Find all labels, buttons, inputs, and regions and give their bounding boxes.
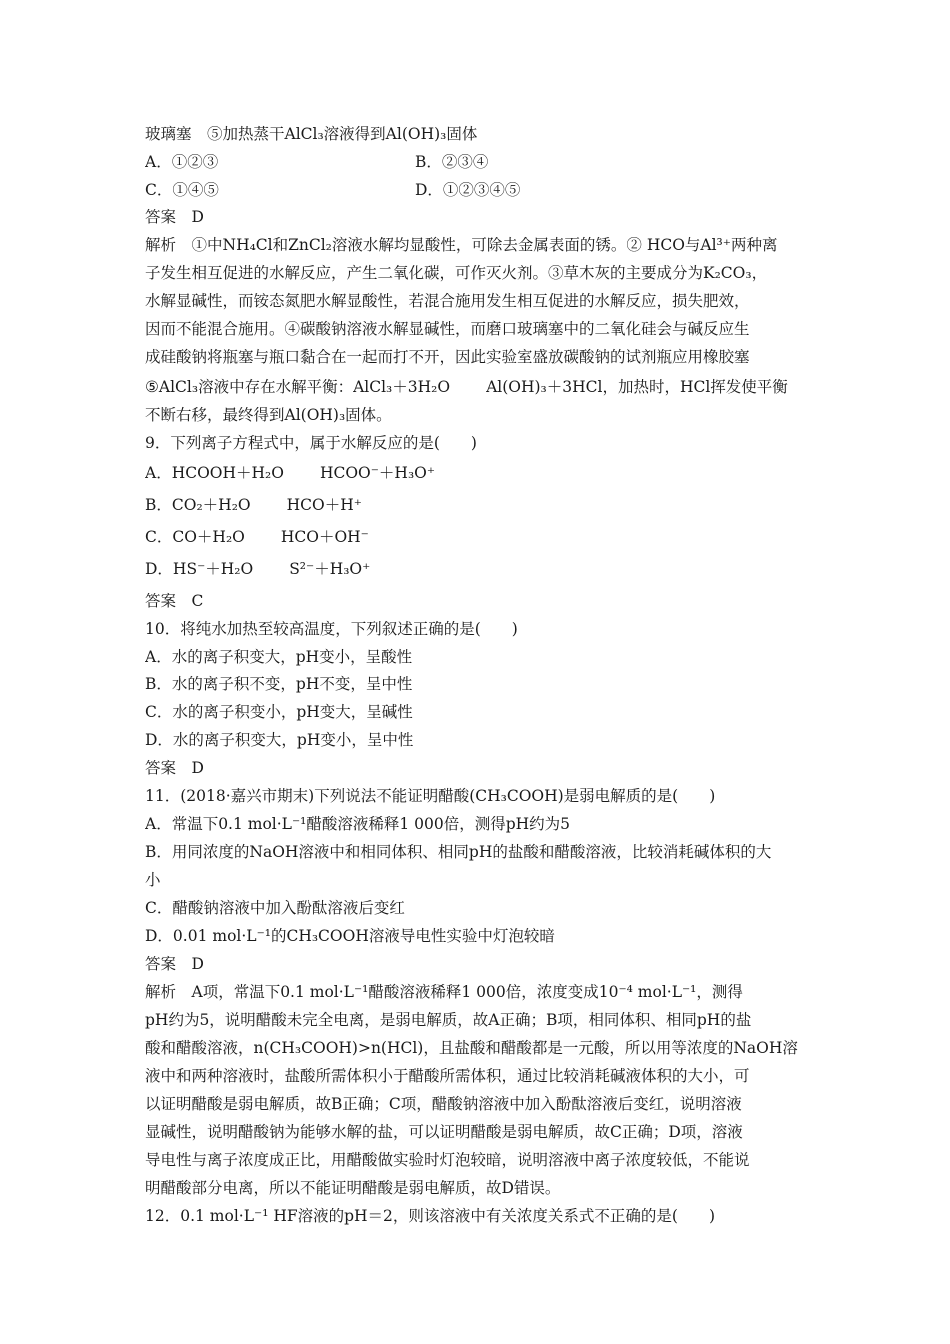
option-row — [145, 180, 815, 200]
explanation-line — [145, 377, 815, 397]
explanation-line: 导电性与离子浓度成正比，用醋酸做实验时灯泡较暗，说明溶液中离子浓度较低，不能说 — [145, 1151, 750, 1169]
answer-line: 答案 C — [145, 592, 204, 610]
explanation-line: 显碱性，说明醋酸钠为能够水解的盐，可以证明醋酸是弱电解质，故C正确；D项，溶液 — [145, 1123, 743, 1141]
explanation-line: 因而不能混合施用。④碳酸钠溶液水解显碱性，而磨口玻璃塞中的二氧化硅会与碱反应生 — [145, 320, 750, 338]
q10-option-b: B．水的离子积不变，pH不变，呈中性 — [145, 675, 413, 693]
option-row — [145, 152, 815, 172]
explanation-line: 水解显碱性，而铵态氮肥水解显酸性，若混合施用发生相互促进的水解反应，损失肥效， — [145, 292, 750, 310]
equation-left: A．HCOOH＋H₂O — [145, 464, 284, 482]
equation-right: Al(OH)₃＋3HCl，加热时，HCl挥发使平衡 — [486, 378, 788, 396]
explanation-line: pH约为5，说明醋酸未完全电离，是弱电解质，故A正确；B项，相同体积、相同pH的盐 — [145, 1011, 752, 1029]
equation-right: S²⁻＋H₃O⁺ — [289, 560, 371, 578]
q11-option-b-cont: 小 — [145, 871, 161, 889]
explanation-line: 解析 ①中NH₄Cl和ZnCl₂溶液水解均显酸性，可除去金属表面的锈。② HCO与Al³⁺两种离 — [145, 236, 778, 254]
option-c: C．①④⑤ — [145, 181, 219, 199]
equation-left: D．HS⁻＋H₂O — [145, 560, 254, 578]
equation-left: ⑤AlCl₃溶液中存在水解平衡：AlCl₃＋3H₂O — [145, 378, 451, 396]
explanation-line: 不断右移，最终得到Al(OH)₃固体。 — [145, 406, 392, 424]
option-d: D．①②③④⑤ — [415, 181, 521, 199]
equation-left: C．CO＋H₂O — [145, 528, 245, 546]
explanation-line: 明醋酸部分电离，所以不能证明醋酸是弱电解质，故D错误。 — [145, 1179, 561, 1197]
equation-right: HCO＋OH⁻ — [280, 528, 369, 546]
explanation-line: 子发生相互促进的水解反应，产生二氧化碳，可作灭火剂。③草木灰的主要成分为K₂CO₃， — [145, 264, 768, 282]
equation-right: HCOO⁻＋H₃O⁺ — [319, 464, 436, 482]
q10-option-c: C．水的离子积变小，pH变大，呈碱性 — [145, 703, 413, 721]
q9-option-c — [145, 527, 815, 547]
q11-option-b: B．用同浓度的NaOH溶液中和相同体积、相同pH的盐酸和醋酸溶液，比较消耗碱体积的大 — [145, 843, 772, 861]
explanation-line: 解析 A项，常温下0.1 mol·L⁻¹醋酸溶液稀释1 000倍，浓度变成10⁻⁴ mol·L⁻¹，测得 — [145, 983, 743, 1001]
answer-line: 答案 D — [145, 955, 204, 973]
q10-option-a: A．水的离子积变大，pH变小，呈酸性 — [145, 648, 413, 666]
q10-option-d: D．水的离子积变大，pH变小，呈中性 — [145, 731, 414, 749]
text-line: 玻璃塞 ⑤加热蒸干AlCl₃溶液得到Al(OH)₃固体 — [145, 125, 478, 143]
option-b: B．②③④ — [415, 153, 489, 171]
question-9: 9．下列离子方程式中，属于水解反应的是( ) — [145, 434, 477, 452]
explanation-line: 液中和两种溶液时，盐酸所需体积小于醋酸所需体积，通过比较消耗碱液体积的大小，可 — [145, 1067, 750, 1085]
question-10: 10．将纯水加热至较高温度，下列叙述正确的是( ) — [145, 620, 518, 638]
equation-right: HCO＋H⁺ — [286, 496, 362, 514]
q9-option-a — [145, 463, 815, 483]
explanation-line: 酸和醋酸溶液，n(CH₃COOH)>n(HCl)，且盐酸和醋酸都是一元酸，所以用等浓度的NaOH溶 — [145, 1039, 798, 1057]
q9-option-b — [145, 495, 815, 515]
explanation-line: 以证明醋酸是弱电解质，故B正确；C项，醋酸钠溶液中加入酚酞溶液后变红，说明溶液 — [145, 1095, 742, 1113]
q11-option-c: C．醋酸钠溶液中加入酚酞溶液后变红 — [145, 899, 405, 917]
explanation-line: 成硅酸钠将瓶塞与瓶口黏合在一起而打不开，因此实验室盛放碳酸钠的试剂瓶应用橡胶塞 — [145, 348, 750, 366]
equation-left: B．CO₂＋H₂O — [145, 496, 251, 514]
question-12: 12．0.1 mol·L⁻¹ HF溶液的pH＝2，则该溶液中有关浓度关系式不正确的是( ) — [145, 1207, 715, 1225]
option-a: A．①②③ — [145, 153, 219, 171]
answer-line: 答案 D — [145, 759, 204, 777]
q9-option-d — [145, 559, 815, 579]
q11-option-d: D．0.01 mol·L⁻¹的CH₃COOH溶液导电性实验中灯泡较暗 — [145, 927, 555, 945]
question-11: 11．(2018·嘉兴市期末)下列说法不能证明醋酸(CH₃COOH)是弱电解质的是( ) — [145, 787, 716, 805]
answer-line: 答案 D — [145, 208, 204, 226]
q11-option-a: A．常温下0.1 mol·L⁻¹醋酸溶液稀释1 000倍，测得pH约为5 — [145, 815, 571, 833]
